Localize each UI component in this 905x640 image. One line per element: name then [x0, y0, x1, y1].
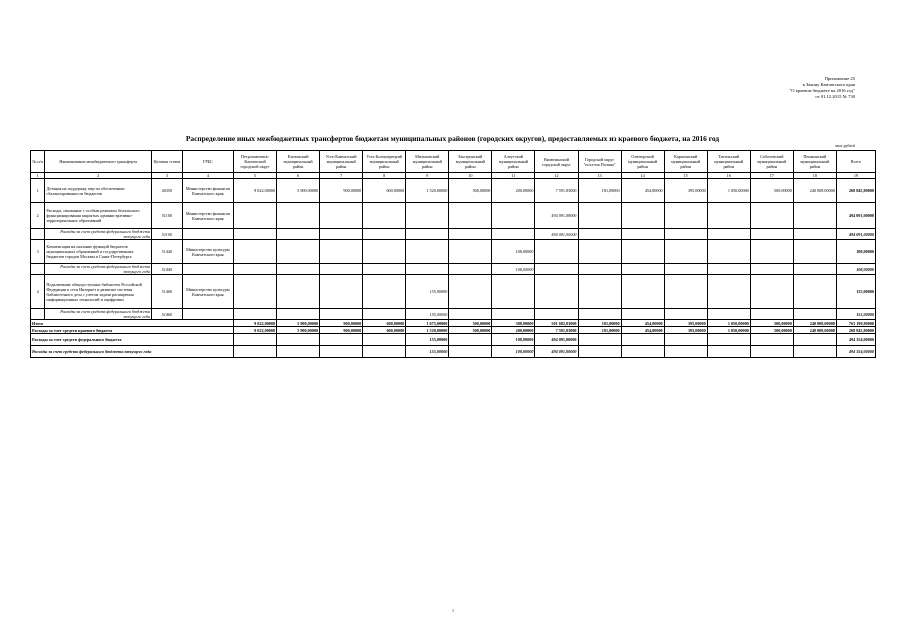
column-number: 18	[793, 173, 836, 179]
value-cell: 240 008,00000	[793, 320, 836, 327]
value-cell	[578, 309, 621, 320]
row-number	[31, 309, 45, 320]
value-cell	[664, 346, 707, 358]
value-cell: 494 091,00000	[535, 229, 578, 240]
value-cell: 9 022,00000	[234, 179, 277, 203]
value-cell	[621, 309, 664, 320]
row-number: 3	[31, 240, 45, 264]
value-cell: 108,00000	[492, 334, 535, 346]
value-cell	[320, 334, 363, 346]
target-code: 51440	[151, 240, 182, 264]
value-cell	[621, 264, 664, 275]
value-cell	[621, 334, 664, 346]
value-cell	[707, 203, 750, 229]
header-row	[31, 151, 876, 173]
value-cell: 155,00000	[406, 275, 449, 309]
header-cell: Карагинский муниципальный район	[664, 151, 707, 173]
units-label: тыс.рублей	[835, 143, 855, 148]
value-cell	[578, 203, 621, 229]
value-cell	[621, 346, 664, 358]
value-cell: 900,00000	[320, 179, 363, 203]
column-number: 3	[151, 173, 182, 179]
grbs-cell: Министерство культуры Камчатского края	[182, 275, 233, 309]
value-cell	[664, 264, 707, 275]
column-number: 4	[182, 173, 233, 179]
value-cell	[492, 275, 535, 309]
value-cell	[449, 346, 492, 358]
value-cell	[621, 275, 664, 309]
grbs-cell: Министерство культуры Камчатского края	[182, 240, 233, 264]
header-cell: Пенжинский муниципальный район	[793, 151, 836, 173]
total-cell: 494 091,00000	[836, 203, 875, 229]
grbs-cell	[182, 309, 233, 320]
value-cell: 1 050,00000	[707, 327, 750, 334]
value-cell	[363, 240, 406, 264]
value-cell: 155,00000	[406, 346, 449, 358]
value-cell	[320, 346, 363, 358]
value-cell: 155,00000	[406, 309, 449, 320]
target-code: 51460	[151, 309, 182, 320]
header-cell: Петропавловск-Камчатский городской округ	[234, 151, 277, 173]
value-cell	[707, 229, 750, 240]
header-cell: Быстринский муниципальный район	[449, 151, 492, 173]
grbs-cell: Министерство финансов Камчатского края	[182, 203, 233, 229]
value-cell	[707, 334, 750, 346]
value-cell	[277, 346, 320, 358]
value-cell	[578, 264, 621, 275]
value-cell: 1 675,00000	[406, 320, 449, 327]
value-cell	[277, 334, 320, 346]
value-cell	[406, 264, 449, 275]
value-cell	[664, 309, 707, 320]
value-cell	[578, 275, 621, 309]
value-cell: 108,00000	[492, 264, 535, 275]
value-cell	[277, 203, 320, 229]
column-number: 7	[320, 173, 363, 179]
value-cell: 500,00000	[449, 179, 492, 203]
column-number: 1	[31, 173, 45, 179]
value-cell: 7 591,83000	[535, 179, 578, 203]
value-cell	[750, 240, 793, 264]
value-cell	[363, 229, 406, 240]
value-cell: 200,00000	[492, 179, 535, 203]
grbs-cell: Министерство финансов Камчатского края	[182, 179, 233, 203]
value-cell	[492, 309, 535, 320]
header-cell: Наименование межбюджетного трансферта	[45, 151, 152, 173]
value-cell	[535, 240, 578, 264]
value-cell: 500,00000	[750, 327, 793, 334]
value-cell	[793, 264, 836, 275]
appendix-block	[789, 76, 855, 100]
value-cell: 454,00000	[621, 327, 664, 334]
value-cell	[793, 240, 836, 264]
value-cell	[750, 346, 793, 358]
value-cell	[664, 334, 707, 346]
value-cell	[449, 275, 492, 309]
appendix-line: к Закону Камчатского края	[802, 82, 855, 87]
total-cell: 268 845,80000	[836, 327, 875, 334]
value-cell: 500,00000	[449, 320, 492, 327]
value-cell	[449, 240, 492, 264]
value-cell: 501 682,83000	[535, 320, 578, 327]
total-cell: 494 354,00000	[836, 346, 875, 358]
header-cell: Соболевский муниципальный район	[750, 151, 793, 173]
value-cell	[750, 275, 793, 309]
header-cell: Тигильский муниципальный район	[707, 151, 750, 173]
value-cell	[664, 229, 707, 240]
header-cell: Городской округ "поселок Палана"	[578, 151, 621, 173]
value-cell	[664, 240, 707, 264]
value-cell	[793, 203, 836, 229]
column-number: 17	[750, 173, 793, 179]
value-cell: 181,00000	[578, 179, 621, 203]
column-number: 8	[363, 173, 406, 179]
value-cell: 5 900,00000	[277, 179, 320, 203]
value-cell	[234, 240, 277, 264]
value-cell	[449, 229, 492, 240]
value-cell	[320, 264, 363, 275]
value-cell: 155,00000	[406, 334, 449, 346]
value-cell: 454,00000	[621, 179, 664, 203]
value-cell: 395,00000	[664, 320, 707, 327]
transfer-name: Расходы, связанные с особым режимом безопасного функционирования закрытых административно-территориальных образований	[45, 203, 152, 229]
value-cell: 181,00000	[578, 327, 621, 334]
transfer-name: Подключение общедоступных библиотек Российской Федерации к сети Интернет и развитие системы библиотечного дела с учетом задачи расширения информационных технологий и оцифровки	[45, 275, 152, 309]
value-cell	[234, 309, 277, 320]
target-code: 51100	[151, 203, 182, 229]
total-row	[31, 320, 876, 327]
value-cell	[707, 275, 750, 309]
value-cell: 600,00000	[363, 320, 406, 327]
value-cell	[363, 346, 406, 358]
grbs-cell	[182, 264, 233, 275]
header-cell: Усть-Большерецкий муниципальный район	[363, 151, 406, 173]
appendix-line: "О краевом бюджете на 2016 год"	[789, 88, 855, 93]
value-cell	[277, 275, 320, 309]
column-number: 19	[836, 173, 875, 179]
row-number	[31, 229, 45, 240]
header-cell: Вилючинский городской округ	[535, 151, 578, 173]
value-cell: 395,00000	[664, 327, 707, 334]
header-cell: Алеутский муниципальный район	[492, 151, 535, 173]
value-cell	[750, 309, 793, 320]
transfer-name: Компенсация на оказание функций бюджетов муниципальных образований и государственных бюджетов городов Москвы и Санкт-Петербурга	[45, 240, 152, 264]
value-cell: 7 591,83000	[535, 327, 578, 334]
value-cell: 494 091,00000	[535, 346, 578, 358]
value-cell	[793, 346, 836, 358]
total-cell: 494 354,00000	[836, 334, 875, 346]
header-cell: Всего	[836, 151, 875, 173]
row-label: Расходы за счет средств федерального бюджета текущего года	[31, 346, 234, 358]
column-number: 6	[277, 173, 320, 179]
value-cell	[449, 203, 492, 229]
document-title: Распределение иных межбюджетных трансфертов бюджетам муниципальных районов (городских округов), предоставляемых из краевого бюджета, на 2016 год	[185, 134, 720, 143]
value-cell	[707, 309, 750, 320]
header-cell: № п/п	[31, 151, 45, 173]
value-cell	[793, 309, 836, 320]
value-cell	[664, 275, 707, 309]
value-cell	[234, 203, 277, 229]
value-cell	[406, 229, 449, 240]
value-cell: 1 520,00000	[406, 327, 449, 334]
column-number: 9	[406, 173, 449, 179]
grbs-cell	[182, 229, 233, 240]
target-code: 51440	[151, 264, 182, 275]
value-cell	[277, 240, 320, 264]
value-cell	[492, 203, 535, 229]
value-cell	[277, 229, 320, 240]
total-cell: 494 091,00000	[836, 229, 875, 240]
page-number: 1	[452, 608, 454, 613]
federal-budget-row	[31, 334, 876, 346]
row-number: 1	[31, 179, 45, 203]
federal-current-year-row	[31, 346, 876, 358]
federal-subrow-label: Расходы за счет средств федерального бюджета текущего года	[45, 229, 152, 240]
value-cell	[363, 334, 406, 346]
value-cell: 200,00000	[492, 327, 535, 334]
value-cell	[234, 334, 277, 346]
value-cell: 108,00000	[492, 346, 535, 358]
value-cell: 9 022,00000	[234, 320, 277, 327]
value-cell	[707, 346, 750, 358]
federal-subrow-label: Расходы за счет средств федерального бюджета текущего года	[45, 264, 152, 275]
row-number	[31, 264, 45, 275]
value-cell	[277, 264, 320, 275]
value-cell	[793, 229, 836, 240]
value-cell: 5 900,00000	[277, 320, 320, 327]
value-cell: 900,00000	[320, 327, 363, 334]
value-cell	[621, 240, 664, 264]
header-cell: Елизовский муниципальный район	[277, 151, 320, 173]
value-cell: 1 050,00000	[707, 179, 750, 203]
value-cell	[750, 203, 793, 229]
appendix-line: от 01.12.2015 № 730	[815, 94, 855, 99]
row-number: 4	[31, 275, 45, 309]
transfers-table	[30, 150, 876, 358]
value-cell: 5 900,00000	[277, 327, 320, 334]
regional-budget-row	[31, 327, 876, 334]
value-cell	[363, 264, 406, 275]
total-cell: 155,00000	[836, 309, 875, 320]
column-number: 2	[45, 173, 152, 179]
value-cell	[363, 309, 406, 320]
value-cell: 494 091,00000	[535, 203, 578, 229]
total-cell: 108,00000	[836, 240, 875, 264]
value-cell: 9 022,00000	[234, 327, 277, 334]
value-cell	[449, 309, 492, 320]
value-cell: 500,00000	[750, 179, 793, 203]
header-cell: Усть-Камчатский муниципальный район	[320, 151, 363, 173]
table-row	[31, 275, 876, 309]
header-cell: Олюторский муниципальный район	[621, 151, 664, 173]
column-number: 12	[535, 173, 578, 179]
value-cell: 108,00000	[492, 240, 535, 264]
value-cell: 494 091,00000	[535, 334, 578, 346]
row-number: 2	[31, 203, 45, 229]
federal-subrow-label: Расходы за счет средств федерального бюджета текущего года	[45, 309, 152, 320]
column-number: 11	[492, 173, 535, 179]
value-cell	[492, 229, 535, 240]
value-cell	[750, 229, 793, 240]
value-cell: 454,00000	[621, 320, 664, 327]
value-cell: 500,00000	[750, 320, 793, 327]
header-cell: Целевая статья	[151, 151, 182, 173]
column-number: 14	[621, 173, 664, 179]
value-cell: 900,00000	[320, 320, 363, 327]
value-cell	[320, 229, 363, 240]
total-cell: 763 199,80000	[836, 320, 875, 327]
value-cell	[234, 264, 277, 275]
value-cell	[320, 240, 363, 264]
row-label: Итого	[31, 320, 234, 327]
target-code: 40350	[151, 179, 182, 203]
value-cell	[406, 240, 449, 264]
row-label: Расходы за счет средств федерального бюджета	[31, 334, 234, 346]
header-cell: ГРБС	[182, 151, 233, 173]
column-number: 10	[449, 173, 492, 179]
value-cell: 308,00000	[492, 320, 535, 327]
value-cell	[363, 275, 406, 309]
value-cell: 181,00000	[578, 320, 621, 327]
value-cell	[234, 346, 277, 358]
total-cell: 108,00000	[836, 264, 875, 275]
value-cell	[793, 334, 836, 346]
value-cell: 240 008,00000	[793, 327, 836, 334]
value-cell	[234, 229, 277, 240]
value-cell: 600,00000	[363, 327, 406, 334]
value-cell	[793, 275, 836, 309]
value-cell	[535, 275, 578, 309]
table-row	[31, 264, 876, 275]
value-cell	[363, 203, 406, 229]
value-cell: 600,00000	[363, 179, 406, 203]
table-row	[31, 179, 876, 203]
value-cell	[621, 203, 664, 229]
value-cell	[750, 264, 793, 275]
value-cell: 1 050,00000	[707, 320, 750, 327]
transfer-name: Дотация на поддержку мер по обеспечению сбалансированности бюджетов	[45, 179, 152, 203]
column-number: 15	[664, 173, 707, 179]
value-cell	[449, 264, 492, 275]
value-cell	[578, 229, 621, 240]
value-cell: 240 008,00000	[793, 179, 836, 203]
total-cell: 155,00000	[836, 275, 875, 309]
column-number: 13	[578, 173, 621, 179]
value-cell: 500,00000	[449, 327, 492, 334]
value-cell	[578, 334, 621, 346]
value-cell	[621, 229, 664, 240]
value-cell	[320, 275, 363, 309]
appendix-line: Приложение 25	[824, 76, 855, 81]
target-code: 51100	[151, 229, 182, 240]
table-row	[31, 203, 876, 229]
value-cell	[277, 309, 320, 320]
value-cell	[664, 203, 707, 229]
value-cell	[449, 334, 492, 346]
table-row	[31, 229, 876, 240]
value-cell	[535, 264, 578, 275]
value-cell	[578, 240, 621, 264]
value-cell: 1 520,00000	[406, 179, 449, 203]
value-cell	[320, 309, 363, 320]
value-cell	[750, 334, 793, 346]
table-row	[31, 240, 876, 264]
value-cell	[535, 309, 578, 320]
value-cell	[234, 275, 277, 309]
value-cell	[320, 203, 363, 229]
column-number: 16	[707, 173, 750, 179]
target-code: 51460	[151, 275, 182, 309]
column-number: 5	[234, 173, 277, 179]
value-cell	[707, 264, 750, 275]
value-cell	[578, 346, 621, 358]
header-cell: Мильковский муниципальный район	[406, 151, 449, 173]
total-cell: 268 845,80000	[836, 179, 875, 203]
value-cell	[406, 203, 449, 229]
row-label: Расходы за счет средств краевого бюджета	[31, 327, 234, 334]
value-cell: 395,00000	[664, 179, 707, 203]
table-row	[31, 309, 876, 320]
value-cell	[707, 240, 750, 264]
